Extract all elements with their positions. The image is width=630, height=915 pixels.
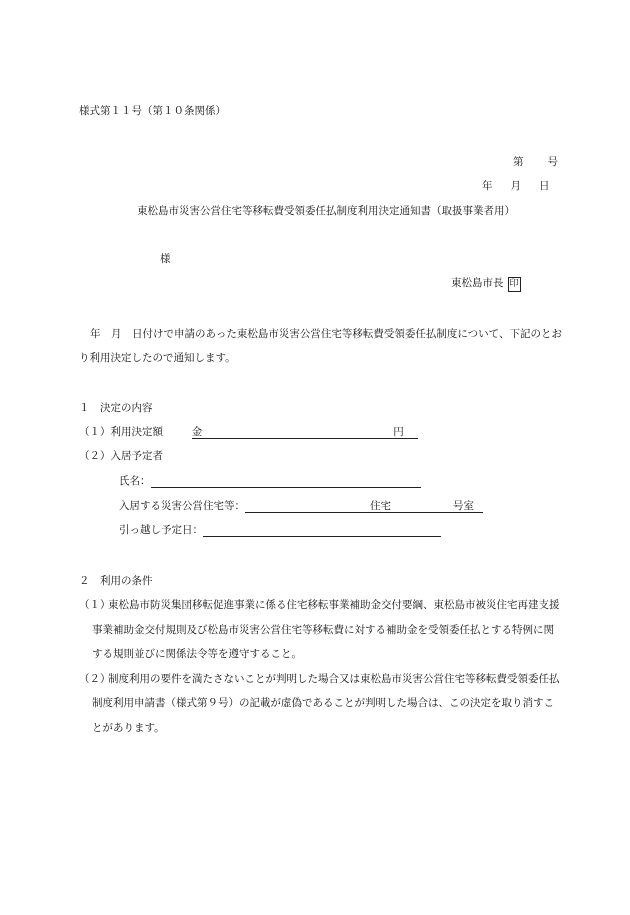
document-title: 東松島市災害公営住宅等移転費受領委任払制度利用決定通知書（取扱事業者用） xyxy=(137,205,515,217)
condition-1-line-3: する規則並びに関係法令等を遵守すること。 xyxy=(92,648,302,660)
decision-amount-row xyxy=(79,425,418,439)
intro-line-2: り利用決定したので通知します。 xyxy=(79,352,236,364)
date-year: 年 xyxy=(482,180,493,192)
document-number xyxy=(513,155,558,169)
date-day: 日 xyxy=(539,180,550,192)
decision-amount-kin: 金 xyxy=(191,426,203,438)
document-date xyxy=(482,179,550,193)
doc-number-dai: 第 xyxy=(513,156,524,168)
condition-1-line-1: 東松島市防災集団移転促進事業に係る住宅移転事業補助金交付要綱、東松島市被災住宅再建支援 xyxy=(108,599,560,611)
housing-goshitsu: 号室 xyxy=(453,500,474,512)
recipient-suffix: 様 xyxy=(160,253,171,265)
decision-amount-yen: 円 xyxy=(393,426,404,438)
condition-1-line-2: 事業補助金交付規則及び松島市災害公営住宅等移転費に対する補助金を受領委任払とする特例に関 xyxy=(92,624,554,636)
decision-amount-field xyxy=(192,425,418,439)
move-date-label: 引っ越し予定日： xyxy=(119,524,203,536)
resident-name-label: 氏名： xyxy=(119,475,151,487)
decision-amount-label: （１）利用決定額 xyxy=(79,426,163,438)
doc-number-go: 号 xyxy=(547,156,558,168)
move-date-row xyxy=(119,523,441,537)
condition-2-number: （２） xyxy=(79,673,111,685)
housing-field xyxy=(245,499,483,513)
form-number: 様式第１１号（第１０条関係） xyxy=(79,105,226,117)
housing-jutaku: 住宅 xyxy=(370,500,391,512)
condition-2-line-3: とがあります。 xyxy=(92,722,165,734)
condition-2-line-2: 制度利用申請書（様式第９号）の記載が虚偽であることが判明した場合は、この決定を取り消すこ xyxy=(92,697,554,709)
issuer-name: 東松島市長 xyxy=(451,277,504,289)
intro-line-1: 年 月 日付けで申請のあった東松島市災害公営住宅等移転費受領委任払制度について、下記のとお xyxy=(90,328,562,340)
issuer xyxy=(451,276,521,292)
housing-label: 入居する災害公営住宅等： xyxy=(119,500,245,512)
move-date-field xyxy=(203,523,441,537)
seal-mark: 印 xyxy=(508,277,521,292)
resident-name-field xyxy=(151,474,421,488)
section1-heading: １ 決定の内容 xyxy=(79,402,153,414)
section2-heading: ２ 利用の条件 xyxy=(79,575,153,587)
date-month: 月 xyxy=(510,180,521,192)
resident-name-row xyxy=(119,474,421,488)
resident-label: （２）入居予定者 xyxy=(79,450,163,462)
condition-1-number: （１） xyxy=(79,599,111,611)
condition-2-line-1: 制度利用の要件を満たさないことが判明した場合又は東松島市災害公営住宅等移転費受領委任払 xyxy=(108,673,560,685)
housing-row xyxy=(119,499,483,513)
